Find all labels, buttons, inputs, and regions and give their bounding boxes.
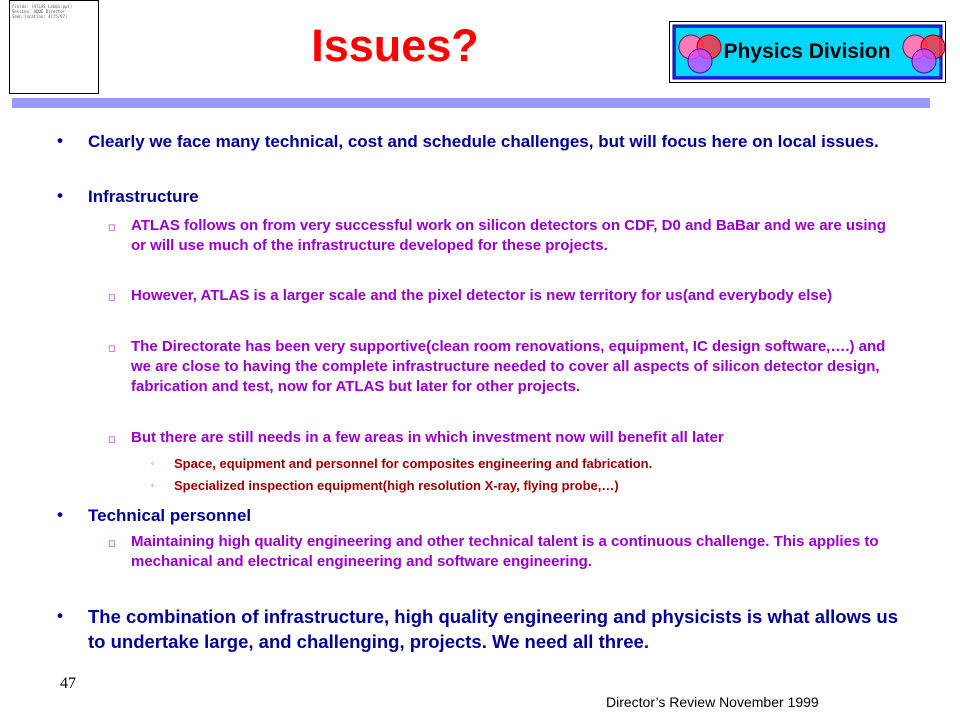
bullet-text: The combination of infrastructure, high quality engineering and physicists is what allows us to undertake large, and challenging, projects. We need all three. xyxy=(88,606,899,652)
bullet-text: Infrastructure xyxy=(88,187,199,206)
sub-bullet-text: However, ATLAS is a larger scale and the pixel detector is new territory for us(and everybody else) xyxy=(131,287,833,304)
sub-bullet-icon: ◻ xyxy=(108,538,116,548)
sub-sub-bullet-text: Specialized inspection equipment(high resolution X-ray, flying probe,…) xyxy=(174,478,619,493)
bullet-text: Clearly we face many technical, cost and schedule challenges, but will focus here on local issues. xyxy=(88,132,879,151)
sub-bullet-icon: ◻ xyxy=(108,222,116,232)
sub-sub-bullet-icon: ◦ xyxy=(151,459,154,468)
bullet-icon: • xyxy=(57,606,63,625)
thumbnail-line: Seen.location: 4(/5/97) xyxy=(12,14,68,19)
sub-bullet-icon: ◻ xyxy=(108,292,116,302)
bullet-icon: • xyxy=(57,505,63,524)
bullet-icon: • xyxy=(57,131,63,150)
sub-sub-bullet-icon: ◦ xyxy=(151,481,154,490)
page-number: 47 xyxy=(60,675,76,692)
slide-title: Issues? xyxy=(311,20,479,71)
footer-text: Director’s Review November 1999 xyxy=(606,694,819,710)
sub-bullet-text: The Directorate has been very supportive(clean room renovations, equipment, IC design software,….) and we are close to having the complete infrastructure needed to cover all aspects of silicon detector design, fabrication and test, now for ATLAS but later for other projects. xyxy=(131,338,886,395)
sub-bullet-text: But there are still needs in a few areas in which investment now will benefit all later xyxy=(131,429,724,446)
sub-sub-bullet-text: Space, equipment and personnel for composites engineering and fabrication. xyxy=(174,456,653,471)
thumbnail-line: Session: ADDE Director xyxy=(12,9,65,14)
logo-text: Physics Division xyxy=(723,40,891,63)
thumbnail-line: Fields: (ATLAS Lebb1.ppt) xyxy=(12,4,73,9)
sub-bullet-text: Maintaining high quality engineering and other technical talent is a continuous challenge. This applies to mechanical and electrical engineering and software engineering. xyxy=(131,533,879,570)
bullet-icon: • xyxy=(57,186,63,205)
sub-bullet-icon: ◻ xyxy=(108,434,116,444)
bullet-text: Technical personnel xyxy=(88,506,252,525)
sub-bullet-text: ATLAS follows on from very successful work on silicon detectors on CDF, D0 and BaBar and we are using or will use much of the infrastructure developed for these projects. xyxy=(131,217,886,254)
sub-bullet-icon: ◻ xyxy=(108,343,116,353)
